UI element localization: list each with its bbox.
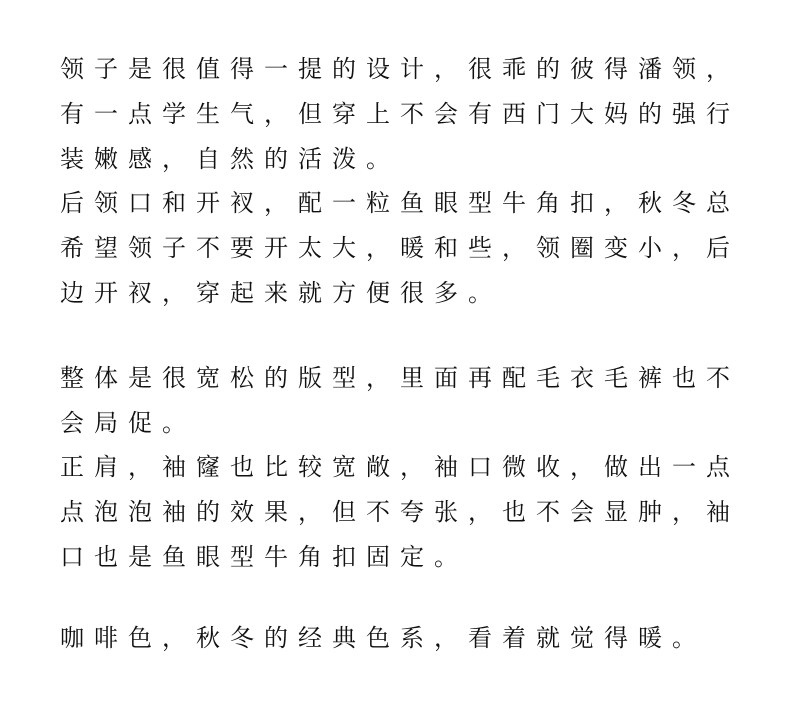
text-line: 点泡泡袖的效果，但不夸张，也不会显肿，袖 [60,498,740,526]
text-line: 整体是很宽松的版型，里面再配毛衣毛裤也不 [60,364,740,392]
text-line: 正肩，袖窿也比较宽敞，袖口微收，做出一点 [60,453,740,481]
text-line: 咖啡色，秋冬的经典色系，看着就觉得暖。 [60,624,706,652]
text-line: 有一点学生气，但穿上不会有西门大妈的强行 [60,100,740,128]
text-line: 口也是鱼眼型牛角扣固定。 [60,543,468,571]
text-line: 边开衩，穿起来就方便很多。 [60,279,502,307]
text-line: 装嫩感，自然的活泼。 [60,145,400,173]
text-line: 后领口和开衩，配一粒鱼眼型牛角扣，秋冬总 [60,189,740,217]
text-line: 会局促。 [60,409,196,437]
text-line: 领子是很值得一提的设计，很乖的彼得潘领， [60,55,740,83]
text-line: 希望领子不要开太大，暖和些，领圈变小，后 [60,234,740,262]
